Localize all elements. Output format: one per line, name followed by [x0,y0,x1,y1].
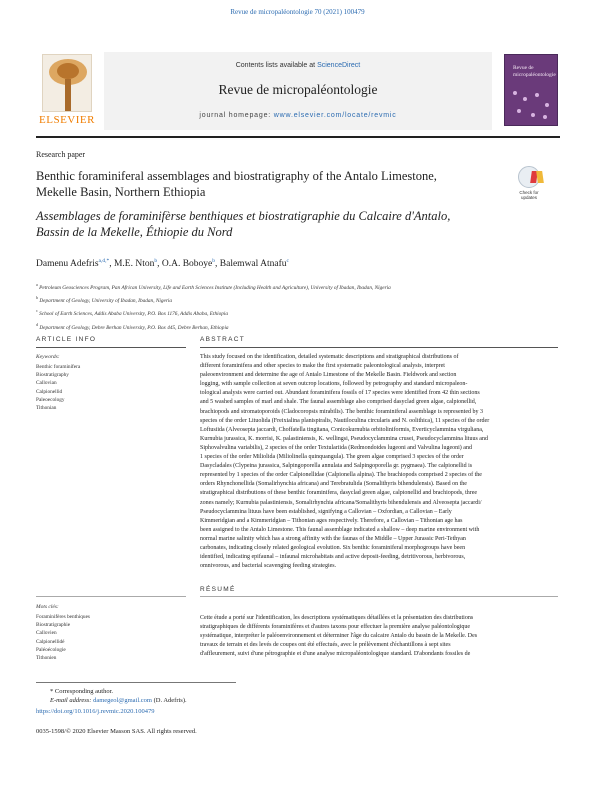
author-affiliation-mark[interactable]: c [286,258,289,264]
author-list: Damenu Adefris$^{a,d,*}$, M.E. Nton$^b$, O.A. Boboye$^b$, Balemwal Atnafu$^c$ [36,258,289,270]
keyword: Calpionellidé [36,638,65,645]
keywords-label: Keywords: [36,354,60,360]
affiliation-item: $^c$ School of Earth Sciences, Addis Ababa University, P.O. Box 1176, Addis Ababa, Ethiopia [36,308,229,318]
cover-decoration [509,87,555,123]
copyright: 0035-1598/© 2020 Elsevier Masson SAS. All rights reserved. [36,728,197,735]
resume-heading: RÉSUMÉ [200,586,236,593]
article-title-english: Benthic foraminiferal assemblages and biostratigraphy of the Antalo Limestone, Mekelle Basin, Northern Ethiopia [36,169,437,199]
article-info-heading: ARTICLE INFO [36,336,97,343]
journal-reference[interactable]: Revue de micropaléontologie 70 (2021) 100479 [230,8,365,16]
resume-rule [200,596,558,597]
keyword: Paléoécologie [36,646,66,653]
article-info-rule [36,347,186,348]
motscles-rule [36,596,186,597]
keyword: Tithonien [36,655,57,662]
resume-body: Cette étude a porté sur l'identification, les descriptions systématiques détaillées et la présentation des distributions stratigraphiques de différents foraminifères et d'autres taxons pour effectuer la première analyse paléontologique systématique, interpréter le paléoenvironnement et déterminer l'âge du calcaire Antalo du bassin de la Mekelle. Des travaux de terrain et des levés de coupes ont été effectués, avec le prélèvement d'échantillons à sept sites d'affleurement, suivi d'une pétrographie et d'une analyse micropaléontologique standard. D'abondants fossiles de [200,615,478,658]
publisher-name: ELSEVIER [39,114,95,126]
cover-title: Revue de micropaléontologie [513,65,556,78]
keyword: Paleoecology [36,396,65,403]
elsevier-tree-icon [42,54,92,112]
article-type: Research paper [36,150,86,159]
author-affiliation-mark[interactable]: b [154,258,158,264]
author[interactable]: O.A. Boboye$^b$ [161,258,216,270]
abstract-rule [200,347,558,348]
check-for-updates-button[interactable] [510,166,548,204]
affiliations [36,280,556,333]
elsevier-logo[interactable] [36,52,98,130]
journal-homepage-link[interactable]: www.elsevier.com/locate/revmic [273,112,397,119]
keyword: Biostratigraphy [36,372,69,379]
keyword: Callovian [36,380,57,387]
keyword: Foraminifères benthiques [36,614,90,620]
author-affiliation-mark[interactable]: a,d,* [98,258,110,264]
abstract-heading: ABSTRACT [200,336,246,343]
header-banner [104,52,492,130]
motscles-list [36,613,186,662]
motscles-label: Mots clés: [36,604,59,610]
journal-cover-image[interactable] [504,54,558,126]
author[interactable]: Damenu Adefris$^{a,d,*}$ [36,258,110,270]
article-title-french: Assemblages de foraminifèrse benthiques et biostratigraphie du Calcaire d'Antalo, Bassin de la Mekelle, Éthiopie du Nord [36,209,451,239]
affiliation-item: $^d$ Department of Geology, Debre Berhan University, P.O. Box 445, Debre Berhan, Ethiopia [36,321,229,331]
keyword: Biostratigraphie [36,622,71,629]
doi-link[interactable]: https://doi.org/10.1016/j.revmic.2020.100479 [36,708,155,715]
keyword: Tithonian [36,405,57,412]
header-divider [36,136,560,138]
sciencedirect-link[interactable]: ScienceDirect [317,62,361,69]
keyword: Calpionellid [36,388,63,395]
homepage-line: journal homepage: www.elsevier.com/locate/revmic [199,112,397,119]
email-link[interactable]: damegeol@gmail.com [93,697,152,704]
corresponding-author-note: * Corresponding author. [50,688,114,695]
keywords-list [36,363,186,412]
check-updates-label: Check for updates [519,190,539,200]
author[interactable]: Balemwal Atnafu$^c$ [219,258,289,270]
journal-title: Revue de micropaléontologie [218,82,378,97]
footnote-divider [36,682,236,683]
keyword: Benthic foraminifera [36,364,81,370]
check-updates-icon [518,166,540,188]
author-affiliation-mark[interactable]: b [212,258,216,264]
affiliation-item: $^b$ Department of Geology, University of Ibadan, Ibadan, Nigeria [36,295,173,304]
abstract-body: This study focused on the identification, detailed systematic descriptions and stratigraphical distributions of different foraminifera and other species to make the first systematic paleontological analysis, interpret paleoenvironment and determine the age of Antalo Limestone of the Mekelle Basin. Fieldwork and section logging, with sample collection at seven outcrop locations, followed by petrography and standard micropaleon- tological analysis were carried out. Abundant foraminifera fossils of 17 species were identified from 42 thin sections and 5 washed samples of marl and shale. The faunal assemblage also comprised dasyclad green algae, calpionellid, brachiopods and stromatoporoids (Cladocoropsis mirabilis). The benthic foraminiferal assemblage is represented by 3 species of the order Lituolida (Freixialina planispiralis, Nautiloculina circularis and N. oolithica), 11 species of the order Loftusiida (Alveosepta jaccardi, Choffatella tingitana, Conicokurnubia orbitoliniformis, Everticyclammina virguliana, Kurnubia jurassica, K. morrisi, K. palastiniensis, K. wellingsi, Pseudocyclammina crusei, Pseudocyclammina lituus and Siphovalvulina variabilis), 2 species of the order Textulariida (Redmondoides lugeoni and Valvulina lugeoni) and 1 species of the order Miliolida (Miliolinella quinquangula). The green algae comprised 3 species of the order Dasycladales (Clypeina jurassica, Salpingoporella annulata and Salpingoporella gr. pygmaea). The calpionellid is represented by 1 species of the order Calpionellidae (Calpionella alpina). The brachiopods comprised 2 species of the orders Rhynchonellida (Somalirhynchia africana) and Terebratulida (Somalithyris bihendulensis). Based on the stratigraphical distributions of these benthic foraminifera, dasyclad green algae, calpionellid and brachiopods, three zones namely; Kurnubia palastiniensis, Somalirhynchia africana/Somalithyris bihendulensis and Alveosepta jaccardi/ Pseudocyclammina lituus have been established, signifying a Callovian – Oxfordian, a Callovian – Early Kimmeridgian and a Kimmeridgian – Tithonian ages respectively. Therefore, a Callovian – Tithonian age has been assigned to the Antalo Limestone. This faunal assemblage indicated a shallow – deep marine environment with normal marine salinity which has a strong affinity with the faunas of the Middle – Upper Jurassic Peri-Tethyan carbonates, indicating closely related geological evolution. Six benthic foraminiferal morphogroups have been identified, indicating epifaunal – infaunal microhabitats and active deposit-feeding, detritivorous, herbivorous, omnivorous, and bacterial scavenging feeding strategies. [200,354,490,570]
keyword: Callovien [36,630,57,637]
journal-header [36,52,560,132]
contents-line: Contents lists available at ScienceDirect [235,62,361,69]
email-note: E-mail address: damegeol@gmail.com (D. Adefris). [50,697,187,704]
author[interactable]: M.E. Nton$^b$ [113,258,158,270]
affiliation-item: $^a$ Petroleum Geosciences Program, Pan African University, Life and Earth Sciences Institute (Including Health and Agriculture), University of Ibadan, Ibadan, Nigeria [36,282,391,291]
